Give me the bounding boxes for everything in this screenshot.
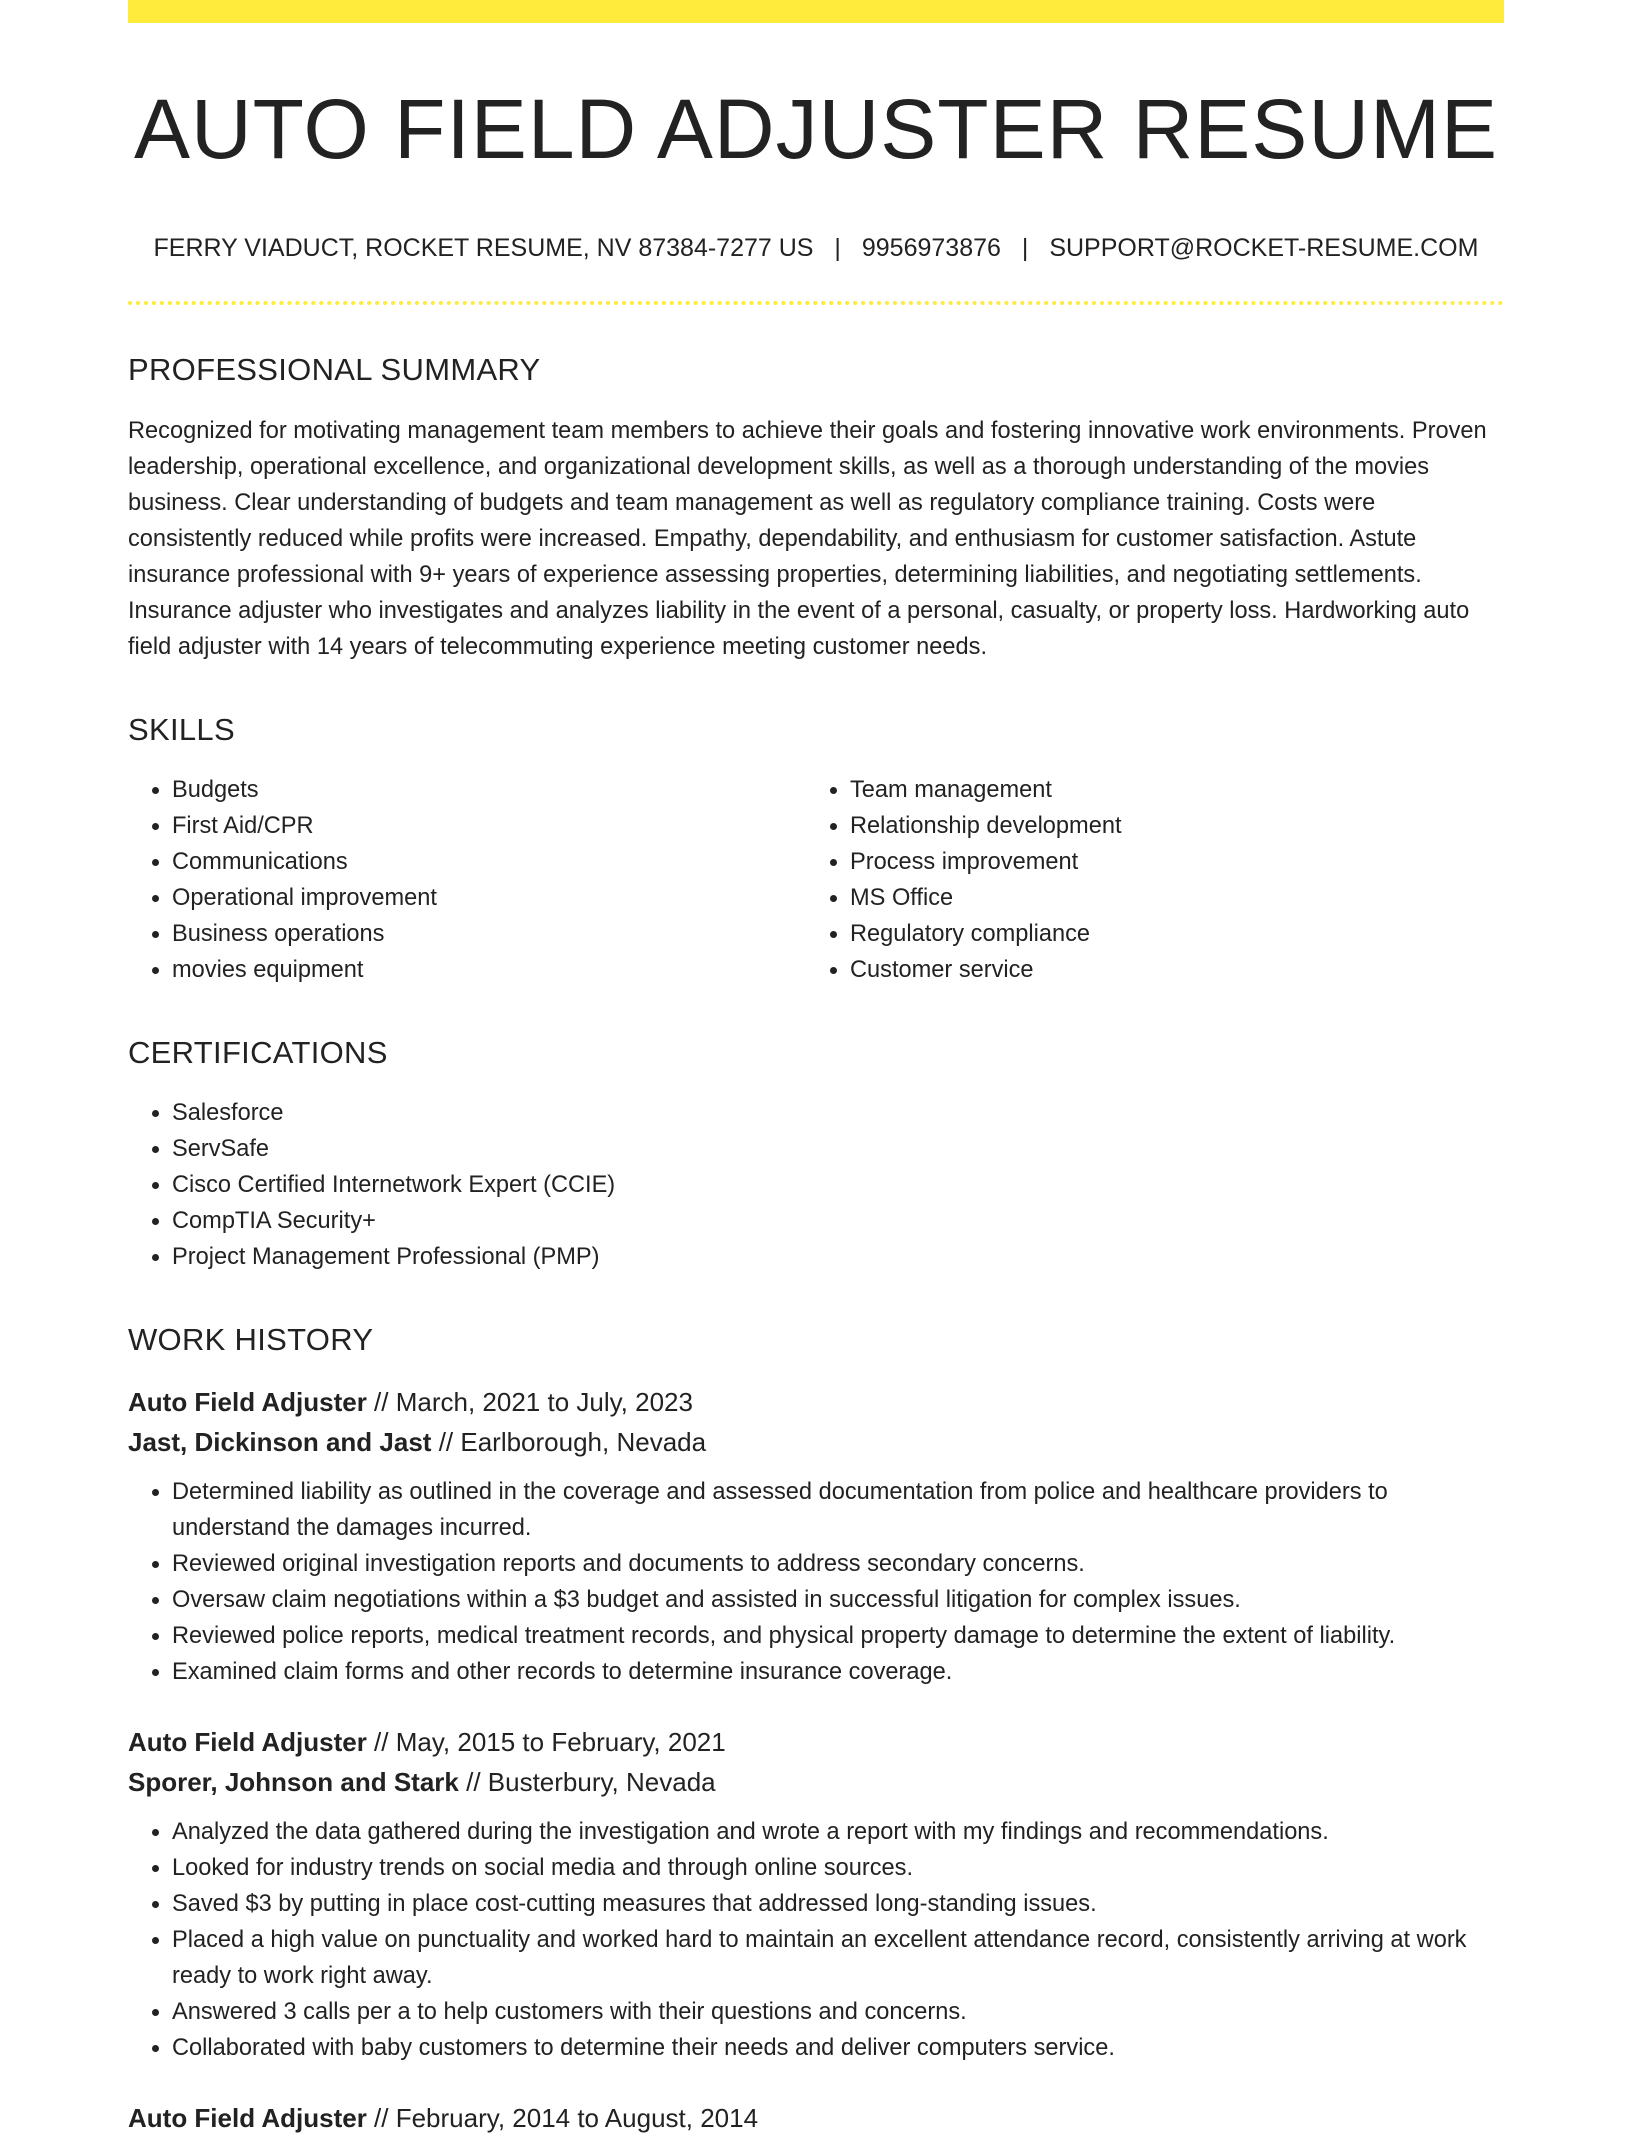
job-dates: // March, 2021 to July, 2023 xyxy=(374,1387,693,1418)
skills-grid xyxy=(128,772,1504,988)
job-bullet: • Saved $3 by putting in place cost-cutting measures that addressed long-standing issues. xyxy=(172,1886,1504,1922)
job-dates: // February, 2014 to August, 2014 xyxy=(374,2103,759,2134)
skills-heading: SKILLS xyxy=(128,711,235,747)
skills-column-left xyxy=(128,772,806,988)
job-location: // Earlborough, Nevada xyxy=(438,1427,707,1458)
contact-phone: 9956973876 xyxy=(861,234,1001,263)
contact-line xyxy=(128,233,1504,263)
skill-item: • Relationship development xyxy=(850,808,1484,844)
skill-item: • Process improvement xyxy=(850,844,1484,880)
skills-column-right xyxy=(806,772,1484,988)
job-title: Auto Field Adjuster xyxy=(128,2103,367,2134)
job-bullet: • Reviewed original investigation reports and documents to address secondary concerns. xyxy=(172,1546,1504,1582)
job-entry xyxy=(128,2098,1504,2138)
job-title: Auto Field Adjuster xyxy=(128,1387,367,1418)
resume-page xyxy=(128,0,1504,2138)
work-history-heading: WORK HISTORY xyxy=(128,1321,374,1357)
job-company: Jast, Dickinson and Jast xyxy=(128,1427,432,1458)
skill-item: • Communications xyxy=(172,844,806,880)
skill-item: • movies equipment xyxy=(172,952,806,988)
job-title-line xyxy=(128,1382,1504,1422)
certification-item: • ServSafe xyxy=(172,1131,1504,1167)
skill-item: • Regulatory compliance xyxy=(850,916,1484,952)
certifications-list xyxy=(128,1095,1504,1275)
job-bullet: • Analyzed the data gathered during the investigation and wrote a report with my findings and recommendations. xyxy=(172,1814,1504,1850)
resume-title: AUTO FIELD ADJUSTER RESUME xyxy=(133,82,1498,176)
skills-list-right xyxy=(806,772,1484,988)
skill-item: • MS Office xyxy=(850,880,1484,916)
job-entry xyxy=(128,1722,1504,2066)
job-company: Sporer, Johnson and Stark xyxy=(128,1767,459,1798)
header-divider xyxy=(128,301,1504,305)
job-bullet: • Looked for industry trends on social media and through online sources. xyxy=(172,1850,1504,1886)
job-company-line xyxy=(128,1762,1504,1802)
job-location: // Busterbury, Nevada xyxy=(466,1767,716,1798)
skills-list-left xyxy=(128,772,806,988)
job-bullets xyxy=(128,1474,1504,1690)
job-dates: // May, 2015 to February, 2021 xyxy=(374,1727,726,1758)
top-accent-bar xyxy=(128,0,1504,23)
contact-address: FERRY VIADUCT, ROCKET RESUME, NV 87384-7277 US xyxy=(153,234,814,263)
job-bullet: • Collaborated with baby customers to determine their needs and deliver computers service. xyxy=(172,2030,1504,2066)
skill-item: • Business operations xyxy=(172,916,806,952)
job-title-line xyxy=(128,1722,1504,1762)
job-bullet: • Determined liability as outlined in the coverage and assessed documentation from police and healthcare providers to understand the damages incurred. xyxy=(172,1474,1504,1546)
job-bullet: • Placed a high value on punctuality and worked hard to maintain an excellent attendance record, consistently arriving at work ready to work right away. xyxy=(172,1922,1504,1994)
certification-item: • CompTIA Security+ xyxy=(172,1203,1504,1239)
job-bullet: • Reviewed police reports, medical treatment records, and physical property damage to determine the extent of liability. xyxy=(172,1618,1504,1654)
certification-item: • Salesforce xyxy=(172,1095,1504,1131)
summary-text: Recognized for motivating management team members to achieve their goals and fostering innovative work environments. Proven leadership, operational excellence, and organizational development skills, as well as a thorough understanding of the movies business. Clear understanding of budgets and team management as well as regulatory compliance training. Costs were consistently reduced while profits were increased. Empathy, dependability, and enthusiasm for customer satisfaction. Astute insurance professional with 9+ years of experience assessing properties, determining liabilities, and negotiating settlements. Insurance adjuster who investigates and analyzes liability in the event of a personal, casualty, or property loss. Hardworking auto field adjuster with 14 years of telecommuting experience meeting customer needs. xyxy=(128,417,1487,660)
skill-item: • First Aid/CPR xyxy=(172,808,806,844)
contact-separator: | xyxy=(834,234,841,263)
job-bullet: • Examined claim forms and other records to determine insurance coverage. xyxy=(172,1654,1504,1690)
job-entry xyxy=(128,1382,1504,1690)
contact-separator: | xyxy=(1021,234,1029,263)
contact-email: SUPPORT@ROCKET-RESUME.COM xyxy=(1049,234,1479,263)
job-bullet: • Oversaw claim negotiations within a $3 budget and assisted in successful litigation for complex issues. xyxy=(172,1582,1504,1618)
skill-item: • Budgets xyxy=(172,772,806,808)
certification-item: • Cisco Certified Internetwork Expert (CCIE) xyxy=(172,1167,1504,1203)
certifications-heading: CERTIFICATIONS xyxy=(128,1034,388,1070)
job-title-line xyxy=(128,2098,1504,2138)
job-company-line xyxy=(128,1422,1504,1462)
skill-item: • Operational improvement xyxy=(172,880,806,916)
certification-item: • Project Management Professional (PMP) xyxy=(172,1239,1504,1275)
summary-heading: PROFESSIONAL SUMMARY xyxy=(128,352,541,388)
skill-item: • Team management xyxy=(850,772,1484,808)
job-bullet: • Answered 3 calls per a to help customers with their questions and concerns. xyxy=(172,1994,1504,2030)
job-bullets xyxy=(128,1814,1504,2066)
skill-item: • Customer service xyxy=(850,952,1484,988)
job-title: Auto Field Adjuster xyxy=(128,1727,367,1758)
